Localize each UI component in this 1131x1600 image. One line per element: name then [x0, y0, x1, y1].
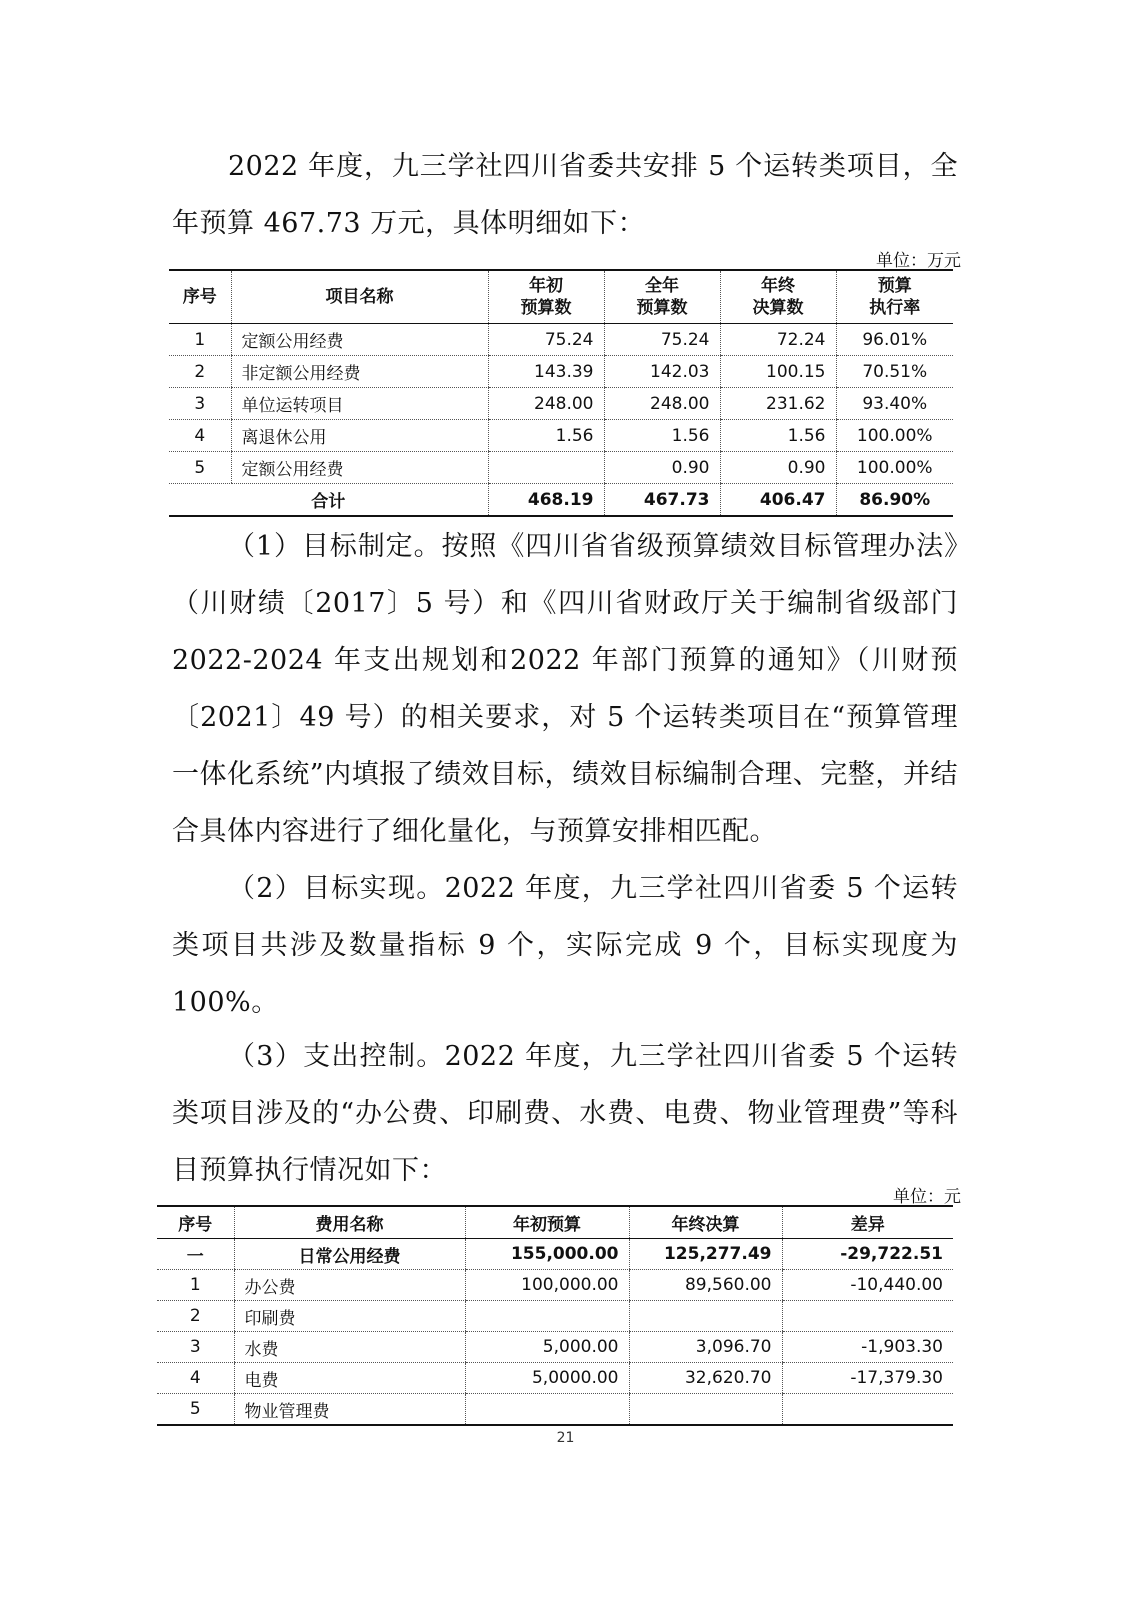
header-expense-name: 费用名称 [234, 1206, 465, 1239]
header-initial-budget: 年初预算 [465, 1206, 629, 1239]
cell-initial: 75.24 [488, 324, 604, 356]
cell-seq: 5 [157, 1394, 234, 1426]
cell-seq: 5 [169, 452, 231, 484]
cell-initial: 1.56 [488, 420, 604, 452]
cell-annual: 1.56 [604, 420, 720, 452]
table-group-row [157, 1239, 953, 1270]
header-final-accounts: 年终决算 [629, 1206, 782, 1239]
header-seq: 序号 [169, 270, 231, 324]
header-final-accounts: 年终 决算数 [720, 270, 836, 324]
cell-name: 离退休公用 [231, 420, 488, 452]
total-rate: 86.90% [836, 484, 953, 517]
cell-diff: -1,903.30 [782, 1332, 953, 1363]
cell-final [629, 1301, 782, 1332]
header-execution-rate: 预算 执行率 [836, 270, 953, 324]
cell-final: 0.90 [720, 452, 836, 484]
cell-name: 印刷费 [234, 1301, 465, 1332]
header-project-name: 项目名称 [231, 270, 488, 324]
paragraph-target-achievement: （2）目标实现。2022 年度，九三学社四川省委 5 个运转类项目共涉及数量指标 9 个，实际完成 9 个，目标实现度为 100%。 [172, 873, 958, 1018]
expense-execution-table [157, 1205, 953, 1426]
cell-annual: 142.03 [604, 356, 720, 388]
total-initial: 468.19 [488, 484, 604, 517]
cell-initial: 143.39 [488, 356, 604, 388]
table-row [157, 1363, 953, 1394]
table-header-row [169, 270, 953, 324]
cell-final: 32,620.70 [629, 1363, 782, 1394]
cell-initial [488, 452, 604, 484]
total-final: 406.47 [720, 484, 836, 517]
cell-initial [465, 1394, 629, 1426]
cell-seq: 2 [169, 356, 231, 388]
cell-final: 125,277.49 [629, 1239, 782, 1270]
page-number: 21 [556, 1430, 575, 1446]
cell-diff [782, 1394, 953, 1426]
cell-final: 89,560.00 [629, 1270, 782, 1301]
cell-rate: 96.01% [836, 324, 953, 356]
cell-seq: 1 [157, 1270, 234, 1301]
paragraph-intro: 2022 年度，九三学社四川省委共安排 5 个运转类项目，全年预算 467.73 万元，具体明细如下： [172, 151, 958, 239]
table-header-row [157, 1206, 953, 1239]
paragraph-target-setting: （1）目标制定。按照《四川省省级预算绩效目标管理办法》（川财绩〔2017〕5 号）和《四川省财政厅关于编制省级部门2022-2024 年支出规划和2022 年部门预算的通知》（川财预〔2021〕49 号）的相关要求，对 5 个运转类项目在“预算管理一体化系统”内填报了绩效目标，绩效目标编制合理、完整，并结合具体内容进行了细化量化，与预算安排相匹配。 [172, 531, 958, 847]
cell-rate: 70.51% [836, 356, 953, 388]
cell-name: 定额公用经费 [231, 452, 488, 484]
cell-final: 3,096.70 [629, 1332, 782, 1363]
paragraph-expense-control: （3）支出控制。2022 年度，九三学社四川省委 5 个运转类项目涉及的“办公费、印刷费、水费、电费、物业管理费”等科目预算执行情况如下： [172, 1041, 958, 1186]
cell-initial: 5,000.00 [465, 1332, 629, 1363]
cell-seq: 4 [157, 1363, 234, 1394]
table-row [157, 1301, 953, 1332]
cell-name: 电费 [234, 1363, 465, 1394]
cell-rate: 100.00% [836, 420, 953, 452]
cell-diff: -17,379.30 [782, 1363, 953, 1394]
cell-final: 1.56 [720, 420, 836, 452]
cell-annual: 75.24 [604, 324, 720, 356]
total-label: 合计 [169, 484, 488, 517]
cell-final: 231.62 [720, 388, 836, 420]
header-initial-budget: 年初 预算数 [488, 270, 604, 324]
cell-seq: 2 [157, 1301, 234, 1332]
cell-initial: 5,0000.00 [465, 1363, 629, 1394]
total-annual: 467.73 [604, 484, 720, 517]
header-difference: 差异 [782, 1206, 953, 1239]
header-seq: 序号 [157, 1206, 234, 1239]
cell-name: 办公费 [234, 1270, 465, 1301]
cell-name: 单位运转项目 [231, 388, 488, 420]
table-row [157, 1270, 953, 1301]
cell-name: 非定额公用经费 [231, 356, 488, 388]
header-annual-budget: 全年 预算数 [604, 270, 720, 324]
cell-seq: 3 [157, 1332, 234, 1363]
cell-initial [465, 1301, 629, 1332]
cell-final: 72.24 [720, 324, 836, 356]
table1-unit-label: 单位：万元 [876, 251, 961, 271]
cell-name: 水费 [234, 1332, 465, 1363]
cell-diff: -10,440.00 [782, 1270, 953, 1301]
table-row [157, 1394, 953, 1426]
table-row [169, 324, 953, 356]
cell-seq: 3 [169, 388, 231, 420]
table-row [169, 452, 953, 484]
cell-final [629, 1394, 782, 1426]
cell-annual: 248.00 [604, 388, 720, 420]
cell-initial: 155,000.00 [465, 1239, 629, 1270]
table-row [169, 388, 953, 420]
cell-seq: 4 [169, 420, 231, 452]
project-budget-table [169, 269, 953, 517]
table-row [157, 1332, 953, 1363]
cell-seq: 一 [157, 1239, 234, 1270]
cell-rate: 100.00% [836, 452, 953, 484]
cell-name: 定额公用经费 [231, 324, 488, 356]
table-total-row [169, 484, 953, 517]
cell-diff: -29,722.51 [782, 1239, 953, 1270]
table-row [169, 356, 953, 388]
cell-name: 物业管理费 [234, 1394, 465, 1426]
table2-unit-label: 单位：元 [893, 1187, 961, 1207]
table-row [169, 420, 953, 452]
cell-annual: 0.90 [604, 452, 720, 484]
cell-diff [782, 1301, 953, 1332]
cell-initial: 100,000.00 [465, 1270, 629, 1301]
cell-name: 日常公用经费 [234, 1239, 465, 1270]
cell-final: 100.15 [720, 356, 836, 388]
cell-rate: 93.40% [836, 388, 953, 420]
cell-seq: 1 [169, 324, 231, 356]
cell-initial: 248.00 [488, 388, 604, 420]
